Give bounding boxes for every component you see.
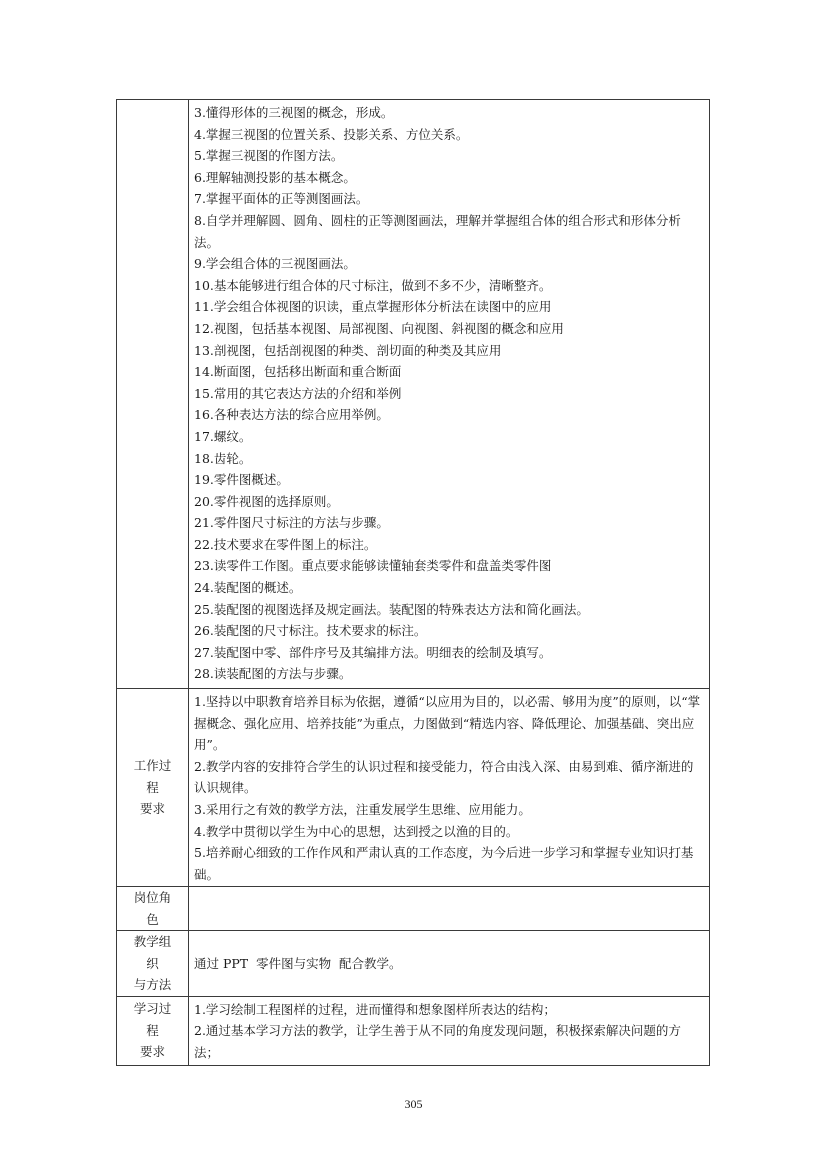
content-line: 25.装配图的视图选择及规定画法。装配图的特殊表达方法和简化画法。 — [194, 601, 589, 617]
row-work-process — [117, 689, 710, 887]
content-line: 19.零件图概述。 — [194, 472, 289, 488]
work-process-cell — [189, 689, 710, 887]
label-line: 色 — [146, 911, 159, 927]
row-label-teaching-method — [117, 931, 189, 997]
label-line: 岗位角 — [133, 890, 172, 906]
content-line: 13.剖视图，包括剖视图的种类、剖切面的种类及其应用 — [194, 342, 502, 358]
label-line: 学习过 — [133, 1001, 172, 1017]
content-line: 20.零件视图的选择原则。 — [194, 493, 339, 509]
row-learning-process — [117, 996, 710, 1065]
content-line: 12.视图，包括基本视图、局部视图、向视图、斜视图的概念和应用 — [194, 320, 564, 336]
content-line: 18.齿轮。 — [194, 450, 252, 466]
content-line: 16.各种表达方法的综合应用举例。 — [194, 407, 389, 423]
row-position-role — [117, 887, 710, 931]
label-line: 要求 — [139, 1044, 165, 1060]
content-line: 17.螺纹。 — [194, 428, 252, 444]
position-role-cell — [189, 887, 710, 931]
row-teaching-content — [117, 100, 710, 689]
content-line: 1.学习绘制工程图样的过程，进而懂得和想象图样所表达的结构； — [194, 1001, 556, 1017]
content-line: 9.学会组合体的三视图画法。 — [194, 256, 356, 272]
page-number: 305 — [404, 1097, 423, 1111]
content-line: 5.掌握三视图的作图方法。 — [194, 148, 344, 164]
content-line: 14.断面图，包括移出断面和重合断面 — [194, 364, 402, 380]
row-label-empty — [117, 100, 189, 689]
course-table — [116, 99, 710, 1066]
label-line: 工作过 — [133, 758, 172, 774]
content-line: 27.装配图中零、部件序号及其编排方法。明细表的绘制及填写。 — [194, 644, 552, 660]
content-line: 2.通过基本学习方法的教学，让学生善于从不同的角度发现问题，积极探索解决问题的方法； — [194, 1023, 681, 1061]
row-label-learning-process — [117, 996, 189, 1065]
content-line: 7.掌握平面体的正等测图画法。 — [194, 191, 369, 207]
content-line: 26.装配图的尺寸标注。技术要求的标注。 — [194, 623, 427, 639]
content-line: 4.掌握三视图的位置关系、投影关系、方位关系。 — [194, 126, 469, 142]
label-line: 程 — [146, 779, 159, 795]
learning-process-cell — [189, 996, 710, 1065]
content-line: 11.学会组合体视图的识读，重点掌握形体分析法在读图中的应用 — [194, 299, 552, 315]
content-line: 8.自学并理解圆、圆角、圆柱的正等测图画法，理解并掌握组合体的组合形式和形体分析法。 — [194, 212, 681, 250]
row-label-work-process — [117, 689, 189, 887]
content-line: 23.读零件工作图。重点要求能够读懂轴套类零件和盘盖类零件图 — [194, 558, 552, 574]
label-line: 教学组 — [133, 934, 172, 950]
row-label-position-role — [117, 887, 189, 931]
label-line: 要求 — [139, 801, 165, 817]
content-line: 1.坚持以中职教育培养目标为依据，遵循“以应用为目的，以必需、够用为度”的原则，以“掌握概念、强化应用、培养技能”为重点，力图做到“精选内容、降低理论、加强基础、突出应用”。 — [194, 694, 701, 753]
teaching-method-cell — [189, 931, 710, 997]
content-line: 22.技术要求在零件图上的标注。 — [194, 536, 377, 552]
content-line: 24.装配图的概述。 — [194, 580, 302, 596]
label-line: 程 — [146, 1022, 159, 1038]
content-line: 4.教学中贯彻以学生为中心的思想，达到授之以渔的目的。 — [194, 823, 519, 839]
content-line: 10.基本能够进行组合体的尺寸标注，做到不多不少，清晰整齐。 — [194, 277, 552, 293]
teaching-content-cell — [189, 100, 710, 689]
content-line: 15.常用的其它表达方法的介绍和举例 — [194, 385, 402, 401]
content-line: 28.读装配图的方法与步骤。 — [194, 666, 352, 682]
row-teaching-method — [117, 931, 710, 997]
label-line: 织 — [146, 955, 159, 971]
content-line: 2.教学内容的安排符合学生的认识过程和接受能力，符合由浅入深、由易到难、循序渐进的认识规律。 — [194, 758, 694, 796]
label-line: 与方法 — [133, 977, 172, 993]
content-line: 3.懂得形体的三视图的概念，形成。 — [194, 105, 394, 120]
content-line: 6.理解轴测投影的基本概念。 — [194, 169, 356, 185]
content-line: 通过 PPT 零件图与实物 配合教学。 — [194, 956, 402, 972]
content-line: 21.零件图尺寸标注的方法与步骤。 — [194, 515, 389, 531]
content-line: 3.采用行之有效的教学方法，注重发展学生思维、应用能力。 — [194, 801, 531, 817]
content-line: 5.培养耐心细致的工作作风和严肃认真的工作态度，为今后进一步学习和掌握专业知识打基础。 — [194, 845, 694, 882]
